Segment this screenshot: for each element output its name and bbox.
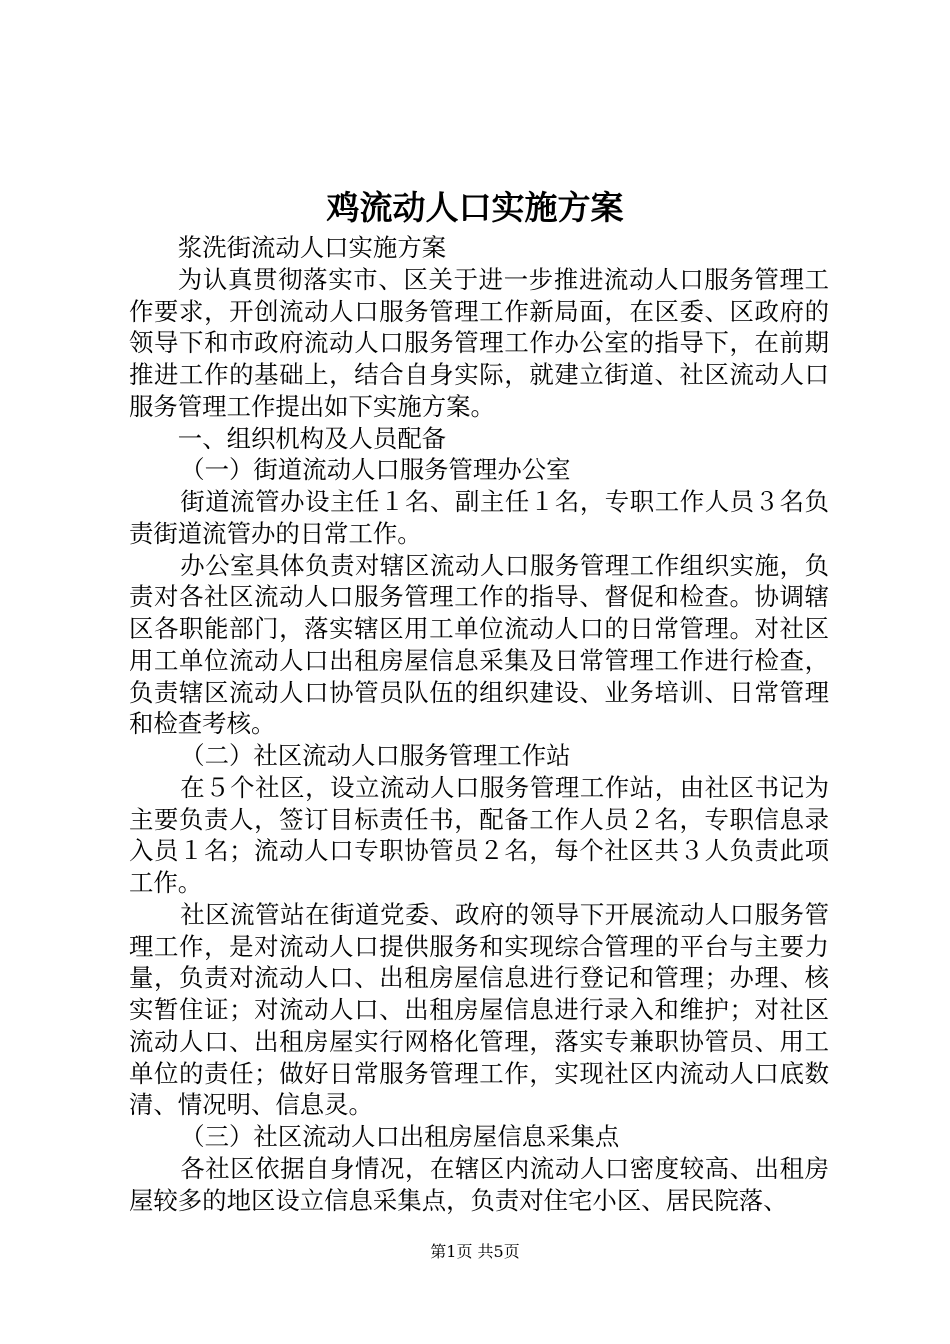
document-body <box>129 232 829 1216</box>
paragraph-collection-points: 各社区依据自身情况，在辖区内流动人口密度较高、出租房屋较多的地区设立信息采集点，负责对住宅小区、居民院落、 <box>129 1153 829 1215</box>
subsection-heading-1: （一）街道流动人口服务管理办公室 <box>180 455 571 485</box>
paragraph-staffing-street: 街道流管办设主任１名、副主任１名，专职工作人员３名负责街道流管办的日常工作。 <box>129 487 829 548</box>
paragraph-office-duties: 办公室具体负责对辖区流动人口服务管理工作组织实施，负责对各社区流动人口服务管理工作的指导、督促和检查。协调辖区各职能部门，落实辖区用工单位流动人口的日常管理。对社区用工单位流动人口出租房屋信息采集及日常管理工作进行检查，负责辖区流动人口协管员队伍的组织建设、业务培训、日常管理和检查考核。 <box>129 550 829 739</box>
paragraph-community-duties: 社区流管站在街道党委、政府的领导下开展流动人口服务管理工作，是对流动人口提供服务和实现综合管理的平台与主要力量，负责对流动人口、出租房屋信息进行登记和管理；办理、核实暂住证；对流动人口、出租房屋信息进行录入和维护；对社区流动人口、出租房屋实行网格化管理，落实专兼职协管员、用工单位的责任；做好日常服务管理工作，实现社区内流动人口底数清、情况明、信息灵。 <box>129 899 829 1120</box>
subsection-heading-3: （三）社区流动人口出租房屋信息采集点 <box>180 1122 620 1151</box>
document-title: 鸡流动人口实施方案 <box>326 188 624 227</box>
subsection-heading-2: （二）社区流动人口服务管理工作站 <box>180 741 571 770</box>
paragraph-subtitle: 浆洗街流动人口实施方案 <box>177 233 447 262</box>
paragraph-intro: 为认真贯彻落实市、区关于进一步推进流动人口服务管理工作要求，开创流动人口服务管理工作新局面，在区委、区政府的领导下和市政府流动人口服务管理工作办公室的指导下，在前期推进工作的基础上，结合自身实际，就建立街道、社区流动人口服务管理工作提出如下实施方案。 <box>129 264 829 421</box>
section-heading-1: 一、组织机构及人员配备 <box>177 423 447 453</box>
page-footer: 第1页 共5页 <box>430 1242 520 1261</box>
paragraph-community-staffing: 在５个社区，设立流动人口服务管理工作站，由社区书记为主要负责人，签订目标责任书，配备工作人员２名，专职信息录入员１名；流动人口专职协管员２名，每个社区共３人负责此项工作。 <box>129 772 829 897</box>
